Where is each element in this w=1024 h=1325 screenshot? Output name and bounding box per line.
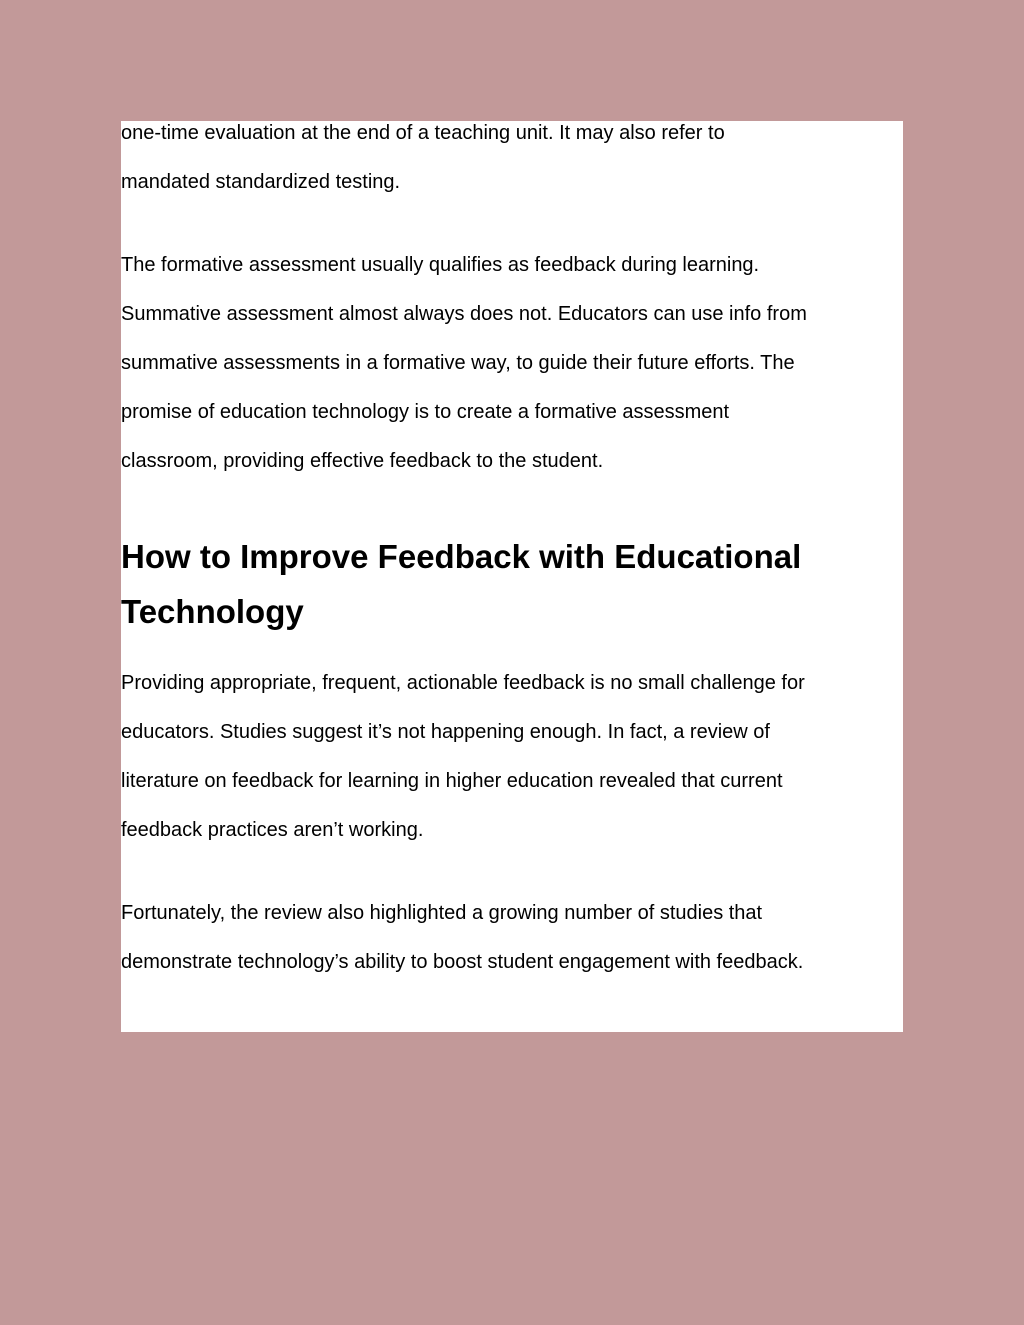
paragraph-summative-definition (121, 109, 725, 207)
paragraph-technology-engagement (121, 889, 803, 987)
text-line: demonstrate technology’s ability to boost student engagement with feedback. (121, 951, 804, 973)
text-line: literature on feedback for learning in higher education revealed that current (121, 770, 783, 792)
text-line: promise of education technology is to create a formative assessment (121, 401, 730, 423)
heading-line: How to Improve Feedback with Educational (121, 538, 802, 575)
text-line: Fortunately, the review also highlighted a growing number of studies that (121, 902, 763, 924)
heading-line: Technology (121, 593, 304, 630)
paragraph-formative-vs-summative (121, 241, 807, 486)
text-line: feedback practices aren’t working. (121, 819, 424, 841)
text-line: summative assessments in a formative way, to guide their future efforts. The (121, 352, 795, 374)
text-line: one-time evaluation at the end of a teaching unit. It may also refer to (121, 122, 725, 144)
text-line: Summative assessment almost always does not. Educators can use info from (121, 303, 807, 325)
text-line: educators. Studies suggest it’s not happening enough. In fact, a review of (121, 721, 770, 743)
text-line: The formative assessment usually qualifies as feedback during learning. (121, 254, 760, 276)
paragraph-feedback-challenge (121, 659, 805, 855)
document-page (121, 121, 903, 1032)
text-line: Providing appropriate, frequent, actionable feedback is no small challenge for (121, 672, 805, 694)
section-heading (121, 529, 801, 639)
text-line: mandated standardized testing. (121, 171, 401, 193)
text-line: classroom, providing effective feedback to the student. (121, 450, 604, 472)
